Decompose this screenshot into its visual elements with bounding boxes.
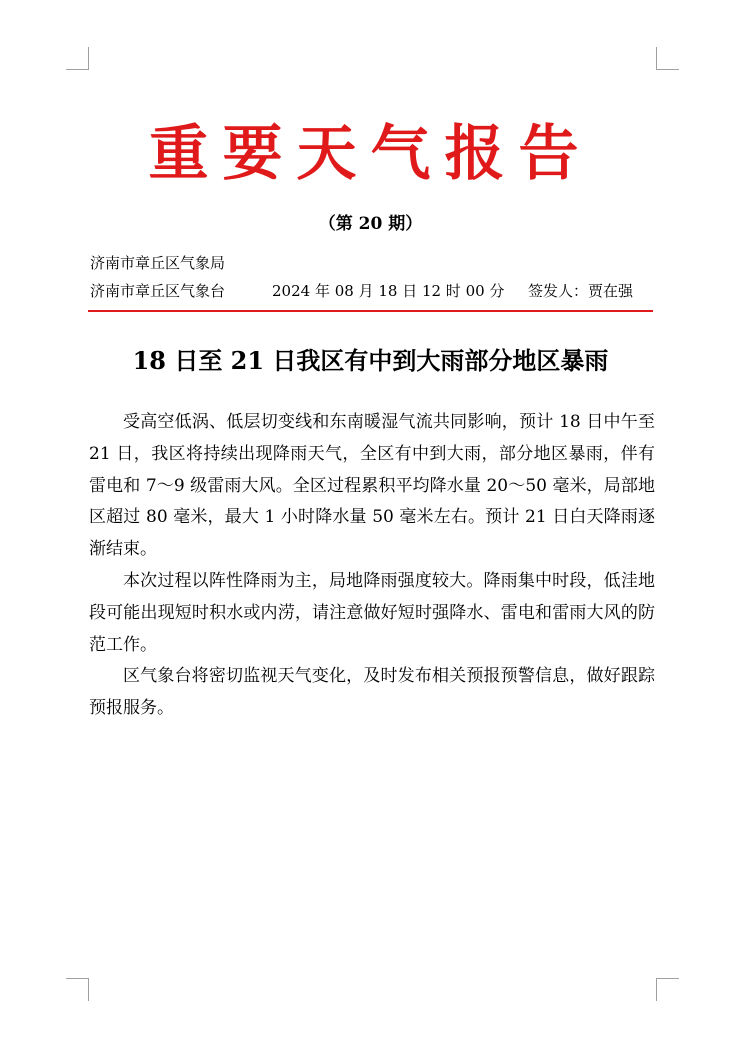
- signer: 签发人：贾在强: [528, 282, 634, 300]
- issue-datetime: 2024 年 08 月 18 日 12 时 00 分: [272, 282, 505, 300]
- paragraph: 区气象台将密切监视天气变化，及时发布相关预报预警信息，做好跟踪预报服务。: [89, 666, 655, 719]
- issuer-bureau: 济南市章丘区气象局: [90, 254, 226, 272]
- headline: 18 日至 21 日我区有中到大雨部分地区暴雨: [132, 346, 609, 375]
- crop-mark-top-left: [66, 47, 89, 70]
- issue-number: （第 20 期）: [318, 214, 423, 234]
- red-divider: [88, 310, 653, 312]
- paragraph: 本次过程以阵性降雨为主，局地降雨强度较大。降雨集中时段，低洼地段可能出现短时积水或内涝，请注意做好短时强降水、雷电和雷雨大风的防范工作。: [89, 570, 655, 655]
- crop-mark-bottom-left: [66, 978, 89, 1001]
- crop-mark-bottom-right: [656, 978, 679, 1001]
- issuer-line: [90, 281, 652, 301]
- report-body: [89, 407, 655, 725]
- paragraph: 受高空低涡、低层切变线和东南暖湿气流共同影响，预计 18 日中午至 21 日，我区将持续出现降雨天气，全区有中到大雨，部分地区暴雨，伴有雷电和 7～9 级雷雨大风。全区过程累积平均降水量 20～50 毫米，局部地区超过 80 毫米，最大 1 小时降水量 50 毫米左右。预计 21 日白天降雨逐渐结束。: [89, 412, 655, 560]
- crop-mark-top-right: [656, 47, 679, 70]
- report-title: 重要天气报告: [148, 119, 593, 189]
- issuer-observatory: 济南市章丘区气象台: [90, 282, 226, 300]
